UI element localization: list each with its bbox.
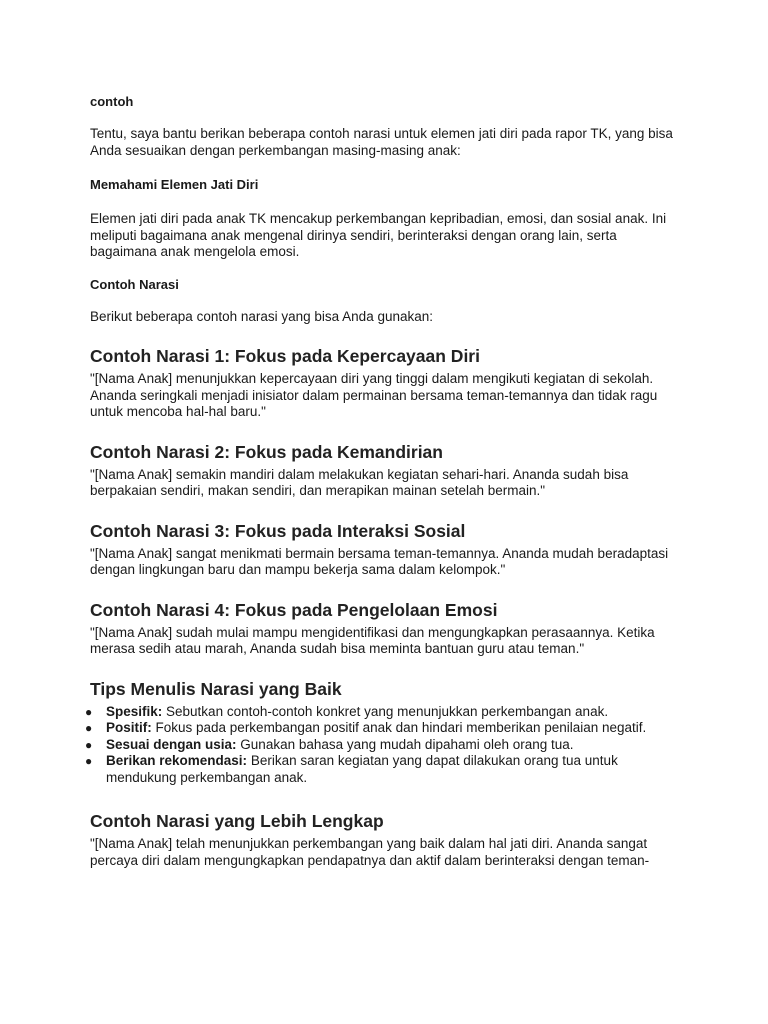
bullet-icon: ●: [85, 754, 93, 768]
bullet-icon: ●: [85, 737, 93, 752]
section-heading-contoh: Contoh Narasi: [90, 276, 179, 292]
tips-list-item: [85, 736, 678, 754]
elemen-paragraph: Elemen jati diri pada anak TK mencakup perkembangan kepribadian, emosi, dan sosial anak. Ini meliputi bagaimana anak mengenal dirinya sendiri, berinteraksi dengan orang lain, serta bagaimana anak mengelola emosi.: [90, 211, 667, 259]
bullet-icon: ●: [85, 721, 93, 735]
narasi-lengkap-heading: Contoh Narasi yang Lebih Lengkap: [90, 811, 384, 831]
section-heading-elemen: Memahami Elemen Jati Diri: [90, 177, 259, 192]
narasi-3-heading: Contoh Narasi 3: Fokus pada Interaksi Sosial: [90, 520, 466, 541]
tip-text: Sebutkan contoh-contoh konkret yang menunjukkan perkembangan anak.: [162, 703, 609, 719]
narasi-2-heading: Contoh Narasi 2: Fokus pada Kemandirian: [90, 441, 443, 462]
doc-label: contoh: [90, 94, 134, 109]
narasi-1-text: "[Nama Anak] menunjukkan kepercayaan diri yang tinggi dalam mengikuti kegiatan di sekolah. Ananda seringkali menjadi inisiator dalam permainan bersama teman-temannya dan tidak ragu untuk mencoba hal-hal baru.": [90, 371, 658, 419]
tip-term: Spesifik:: [106, 703, 163, 719]
tips-list-item: [85, 703, 678, 721]
narasi-4-heading: Contoh Narasi 4: Fokus pada Pengelolaan Emosi: [90, 599, 498, 620]
tips-heading: Tips Menulis Narasi yang Baik: [90, 678, 342, 699]
narasi-4-text: "[Nama Anak] sudah mulai mampu mengidentifikasi dan mengungkapkan perasaannya. Ketika merasa sedih atau marah, Ananda sudah bisa meminta bantuan guru atau teman.": [90, 624, 655, 656]
tips-list-item: [85, 720, 678, 737]
narasi-3-text: "[Nama Anak] sangat menikmati bermain bersama teman-temannya. Ananda mudah beradaptasi dengan lingkungan baru dan mampu bekerja sama dalam kelompok.": [90, 545, 669, 577]
narasi-1-heading: Contoh Narasi 1: Fokus pada Kepercayaan Diri: [90, 346, 480, 366]
contoh-intro-paragraph: Berikut beberapa contoh narasi yang bisa Anda gunakan:: [90, 308, 433, 324]
tip-term: Positif:: [106, 720, 152, 735]
intro-paragraph: Tentu, saya bantu berikan beberapa contoh narasi untuk elemen jati diri pada rapor TK, yang bisa Anda sesuaikan dengan perkembangan masing-masing anak:: [90, 126, 673, 158]
tip-term: Berikan rekomendasi:: [106, 753, 248, 768]
narasi-2-text: "[Nama Anak] semakin mandiri dalam melakukan kegiatan sehari-hari. Ananda sudah bisa berpakaian sendiri, makan sendiri, dan merapikan mainan setelah bermain.": [90, 466, 629, 498]
tip-text: Gunakan bahasa yang mudah dipahami oleh orang tua.: [236, 736, 574, 752]
tip-text: Fokus pada perkembangan positif anak dan hindari memberikan penilaian negatif.: [151, 720, 647, 735]
tips-list: [85, 703, 678, 787]
tips-list-item: [85, 753, 678, 786]
tip-text: Berikan saran kegiatan yang dapat dilakukan orang tua untuk mendukung perkembangan anak.: [106, 753, 618, 785]
tip-term: Sesuai dengan usia:: [106, 736, 237, 752]
bullet-icon: ●: [85, 704, 93, 719]
narasi-lengkap-text: "[Nama Anak] telah menunjukkan perkembangan yang baik dalam hal jati diri. Ananda sangat percaya diri dalam mengungkapkan pendapatnya dan aktif dalam berinteraksi dengan teman-: [90, 836, 650, 868]
